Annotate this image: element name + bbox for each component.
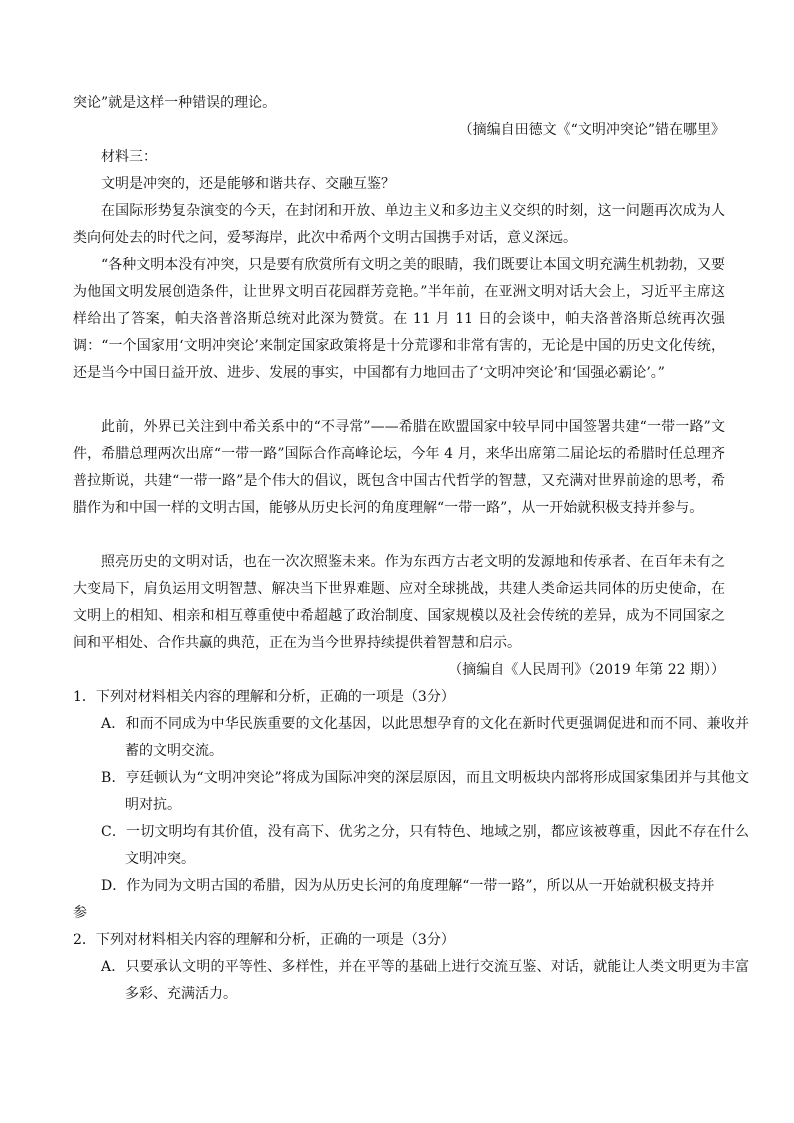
material-3-paragraph-1: 在国际形势复杂演变的今天，在封闭和开放、单边主义和多边主义交织的时刻，这一问题再次成为人类向何处去的时代之问，爱琴海岸，此次中希两个文明古国携手对话，意义深远。 [73, 203, 725, 246]
material-3-question: 文明是冲突的，还是能够和谐共存、交融互鉴？ [101, 176, 395, 192]
material-3-paragraph-4: 照亮历史的文明对话，也在一次次照鉴未来。作为东西方古老文明的发源地和传承者、在百年未有之大变局下，肩负运用文明智慧、解决当下世界难题、应对全球挑战，共建人类命运共同体的历史使命，在文明上的相知、相亲和相互尊重使中希超越了政治制度、国家规模以及社会传统的差异，成为不同国家之间和平相处、合作共赢的典范，正在为当今世界持续提供着智慧和启示。 [73, 554, 725, 651]
question-2-stem: 2．下列对材料相关内容的理解和分析，正确的一项是（3分） [73, 932, 455, 948]
question-1-option-b: B．亨廷顿认为“文明冲突论”将成为国际冲突的深层原因，而且文明板块内部将形成国家集团并与其他文明对抗。 [101, 770, 749, 813]
question-1-option-c: C．一切文明均有其价值，没有高下、优劣之分，只有特色、地域之别，都应该被尊重，因此不存在什么文明冲突。 [101, 824, 749, 867]
question-1-option-a: A．和而不同成为中华民族重要的文化基因，以此思想孕育的文化在新时代更强调促进和而不同、兼收并蓄的文明交流。 [101, 716, 749, 759]
question-1-option-d: D．作为同为文明古国的希腊，因为从历史长河的角度理解“一带一路”，所以从一开始就积极支持并 [101, 878, 715, 894]
material-3-paragraph-2: “各种文明本没有冲突，只是要有欣赏所有文明之美的眼睛，我们既要让本国文明充满生机勃勃，又要为他国文明发展创造条件，让世界文明百花园群芳竞艳。”半年前，在亚洲文明对话大会上，习近平主席这样给出了答案，帕夫洛普洛斯总统对此深为赞赏。在 11 月 11 日的会谈中，帕夫洛普洛斯总统再次强调：“一个国家用‘文明冲突论’来制定国家政策将是十分荒谬和非常有害的，无论是中国的历史文化传统，还是当今中国日益开放、进步、发展的事实，中国都有力地回击了‘文明冲突论’和‘国强必霸论’。” [73, 257, 725, 381]
passage-continuation: 突论”就是这样一种错误的理论。 [73, 95, 277, 111]
material-3-paragraph-3: 此前，外界已关注到中希关系中的“不寻常”——希腊在欧盟国家中较早同中国签署共建“一带一路”文件，希腊总理两次出席“一带一路”国际合作高峰论坛，今年 4 月，来华出席第二届论坛的希腊时任总理齐普拉斯说，共建“一带一路”是个伟大的倡议，既包含中国古代哲学的智慧，又充满对世界前途的思考，希腊作为和中国一样的文明古国，能够从历史长河的角度理解“一带一路”，从一开始就积极支持并参与。 [73, 419, 725, 516]
question-2-option-a: A．只要承认文明的平等性、多样性，并在平等的基础上进行交流互鉴、对话，就能让人类文明更为丰富多彩、充满活力。 [101, 959, 749, 1002]
source-citation-1: （摘编自田德文《“文明冲突论”错在哪里》 [458, 122, 725, 138]
question-1-option-d-overflow: 参 [73, 905, 87, 921]
material-3-label: 材料三： [101, 149, 157, 165]
question-1-stem: 1．下列对材料相关内容的理解和分析，正确的一项是（3分） [73, 689, 455, 705]
source-citation-2: （摘编自《人民周刊》（2019 年第 22 期）） [448, 662, 725, 678]
